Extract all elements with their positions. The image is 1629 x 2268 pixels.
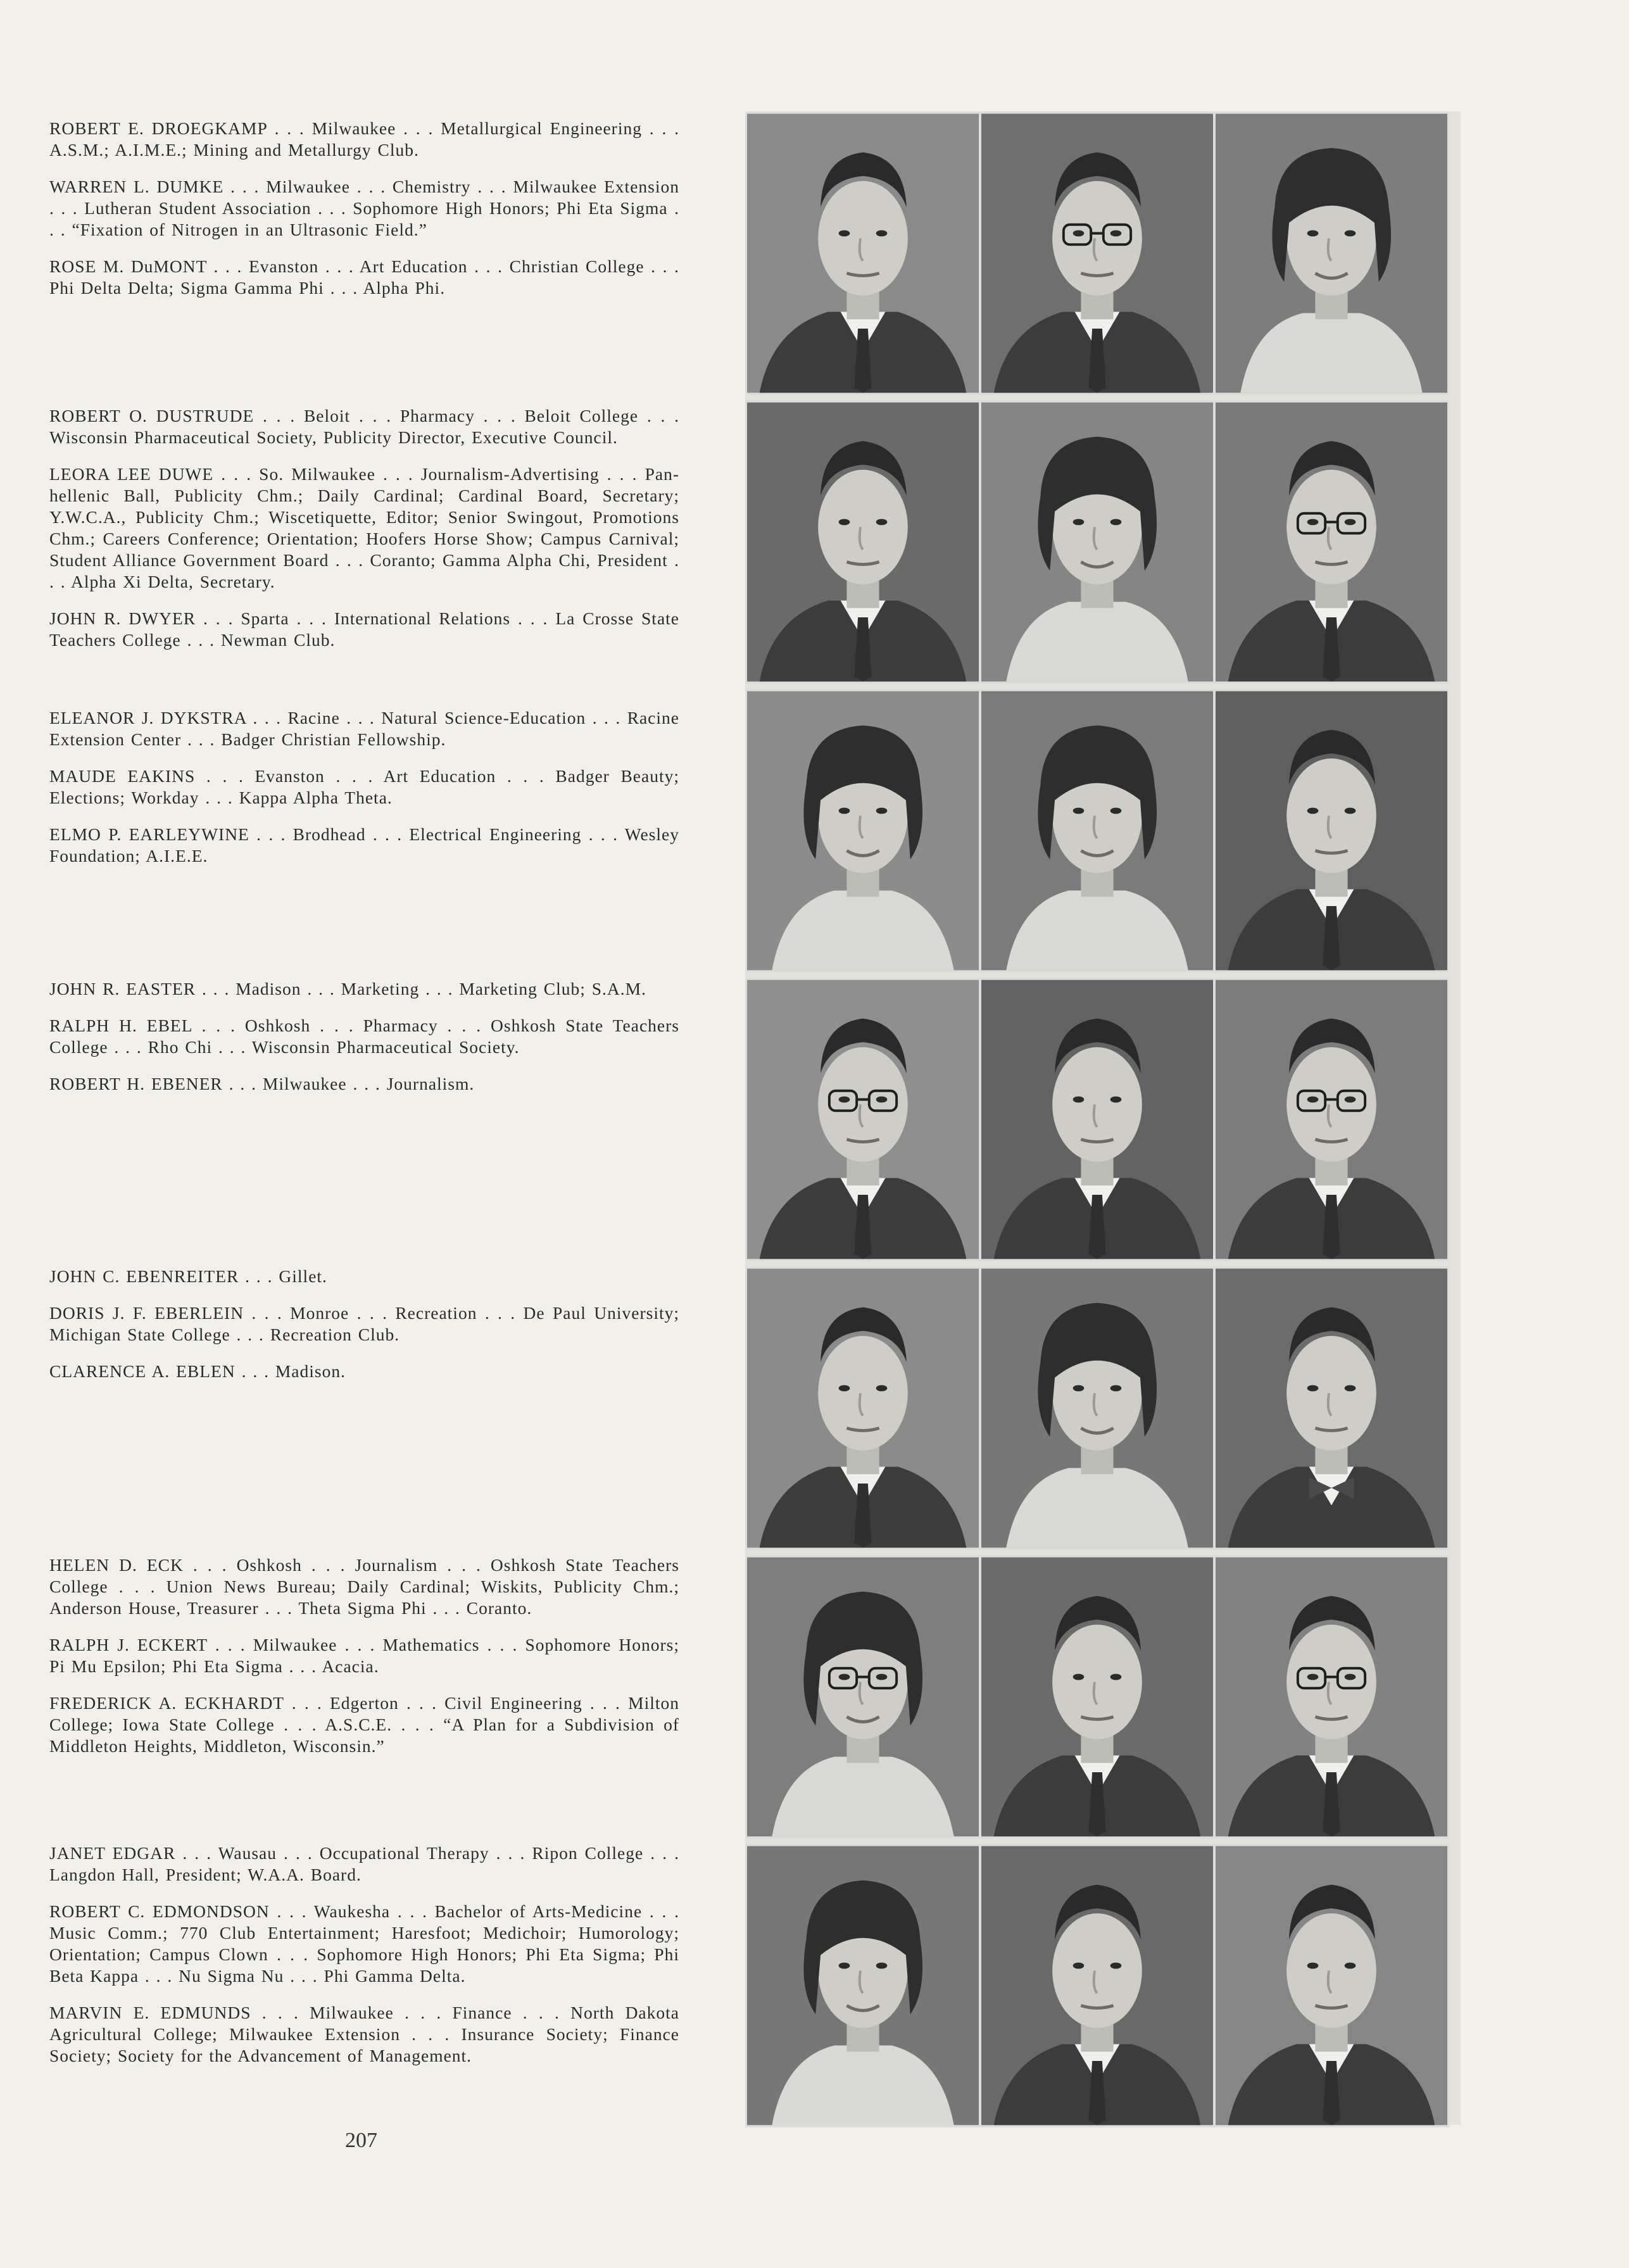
- portrait-photo: [1214, 400, 1449, 684]
- portrait-woman: [747, 691, 979, 971]
- biography-entry: WARREN L. DUMKE . . . Milwaukee . . . Chemistry . . . Milwaukee Extension . . . Lutheran Student Association . . . Sophomore High Honors; Phi Eta Sigma . . . “Fixation of Nitrogen in an Ultrasonic Field.”: [49, 177, 679, 239]
- portrait-man-glasses: [981, 113, 1213, 393]
- portrait-man: [981, 1846, 1213, 2126]
- portrait-photo: [979, 978, 1215, 1261]
- portrait-woman: [981, 691, 1213, 971]
- biography-entry: ROBERT C. EDMONDSON . . . Waukesha . . . Bachelor of Arts-Medicine . . . Music Comm.; 770 Club Entertainment; Haresfoot; Medichoir; Humorology; Orientation; Campus Clown . . . Sophomore High Honors; Phi Eta Sigma; Phi Beta Kappa . . . Nu Sigma Nu . . . Phi Gamma Delta.: [49, 1901, 679, 1986]
- portrait-photo: [1214, 978, 1449, 1261]
- biography-group: [49, 1843, 679, 2082]
- portrait-photo: [979, 400, 1215, 684]
- text-column: [49, 0, 679, 2268]
- portrait-photo: [979, 111, 1215, 395]
- biography-group: [49, 707, 679, 882]
- portrait-photo: [979, 1266, 1215, 1550]
- portrait-photo: [979, 1555, 1215, 1839]
- portrait-photo: [745, 400, 981, 684]
- portrait-man-bowtie: [1216, 1268, 1447, 1548]
- biography-group: [49, 1266, 679, 1397]
- portrait-photo: [1214, 111, 1449, 395]
- portrait-woman: [981, 1268, 1213, 1548]
- portrait-photo: [745, 111, 981, 395]
- portrait-photo: [1214, 1844, 1449, 2127]
- biography-entry: RALPH J. ECKERT . . . Milwaukee . . . Mathematics . . . Sophomore Honors; Pi Mu Epsilon; Phi Eta Sigma . . . Acacia.: [49, 1635, 679, 1676]
- biography-entry: RALPH H. EBEL . . . Oshkosh . . . Pharmacy . . . Oshkosh State Teachers College . . . Rho Chi . . . Wisconsin Pharmaceutical Society.: [49, 1016, 679, 1057]
- biography-entry: JOHN C. EBENREITER . . . Gillet.: [49, 1266, 327, 1286]
- biography-entry: LEORA LEE DUWE . . . So. Milwaukee . . . Journalism-Advertising . . . Pan-hellenic Ball, Publicity Chm.; Daily Cardinal; Cardinal Board, Secretary; Y.W.C.A., Publicity Chm.; Wiscetiquette, Editor; Senior Swingout, Promotions Chm.; Careers Conference; Orientation; Hoofers Horse Show; Campus Carnival; Student Alliance Government Board . . . Coranto; Gamma Alpha Chi, President . . . Alpha Xi Delta, Secretary.: [49, 464, 679, 591]
- biography-group: [49, 118, 679, 314]
- biography-entry: MARVIN E. EDMUNDS . . . Milwaukee . . . Finance . . . North Dakota Agricultural College; Milwaukee Extension . . . Insurance Society; Finance Society; Society for the Advancement of Management.: [49, 2003, 679, 2065]
- page-number: 207: [345, 2129, 377, 2152]
- portrait-photo: [1214, 1555, 1449, 1839]
- portrait-photo: [745, 1266, 981, 1550]
- biography-entry: FREDERICK A. ECKHARDT . . . Edgerton . . . Civil Engineering . . . Milton College; Iowa State College . . . A.S.C.E. . . . “A Plan for a Subdivision of Middleton Heights, Middleton, Wisconsin.”: [49, 1693, 679, 1756]
- portrait-photo: [979, 1844, 1215, 2127]
- biography-group: [49, 978, 679, 1110]
- biography-entry: ELEANOR J. DYKSTRA . . . Racine . . . Natural Science-Education . . . Racine Extension Center . . . Badger Christian Fellowship.: [49, 708, 679, 749]
- biography-entry: ROBERT O. DUSTRUDE . . . Beloit . . . Pharmacy . . . Beloit College . . . Wisconsin Pharmaceutical Society, Publicity Director, Executive Council.: [49, 406, 679, 447]
- portrait-woman: [747, 1846, 979, 2126]
- biography-entry: ROBERT E. DROEGKAMP . . . Milwaukee . . . Metallurgical Engineering . . . A.S.M.; A.I.M.E.; Mining and Metallurgy Club.: [49, 118, 679, 160]
- biography-entry: DORIS J. F. EBERLEIN . . . Monroe . . . Recreation . . . De Paul University; Michigan State College . . . Recreation Club.: [49, 1303, 679, 1344]
- portrait-man: [981, 1557, 1213, 1837]
- biography-entry: JOHN R. EASTER . . . Madison . . . Marketing . . . Marketing Club; S.A.M.: [49, 979, 646, 999]
- portrait-man: [747, 113, 979, 393]
- portrait-man: [747, 402, 979, 682]
- biography-entry: MAUDE EAKINS . . . Evanston . . . Art Education . . . Badger Beauty; Elections; Workday . . . Kappa Alpha Theta.: [49, 766, 679, 807]
- biography-entry: HELEN D. ECK . . . Oshkosh . . . Journalism . . . Oshkosh State Teachers College . . . Union News Bureau; Daily Cardinal; Wiskits, Publicity Chm.; Anderson House, Treasurer . . . Theta Sigma Phi . . . Coranto.: [49, 1555, 679, 1618]
- portrait-man: [981, 980, 1213, 1259]
- biography-group: [49, 1554, 679, 1772]
- portrait-man-glasses: [747, 980, 979, 1259]
- portrait-grid: [745, 111, 1461, 2125]
- portrait-photo: [745, 1555, 981, 1839]
- biography-entry: CLARENCE A. EBLEN . . . Madison.: [49, 1361, 346, 1381]
- biography-entry: JOHN R. DWYER . . . Sparta . . . International Relations . . . La Crosse State Teachers College . . . Newman Club.: [49, 608, 679, 650]
- portrait-woman: [981, 402, 1213, 682]
- portrait-man-glasses: [1216, 1557, 1447, 1837]
- portrait-man-glasses: [1216, 402, 1447, 682]
- portrait-man: [1216, 691, 1447, 971]
- biography-entry: ROSE M. DuMONT . . . Evanston . . . Art Education . . . Christian College . . . Phi Delta Delta; Sigma Gamma Phi . . . Alpha Phi.: [49, 256, 679, 298]
- biography-entry: ROBERT H. EBENER . . . Milwaukee . . . Journalism.: [49, 1074, 475, 1093]
- portrait-woman-glasses: [747, 1557, 979, 1837]
- biography-entry: JANET EDGAR . . . Wausau . . . Occupational Therapy . . . Ripon College . . . Langdon Hall, President; W.A.A. Board.: [49, 1843, 679, 1884]
- portrait-woman: [1216, 113, 1447, 393]
- portrait-man-glasses: [1216, 980, 1447, 1259]
- portrait-photo: [745, 689, 981, 973]
- portrait-man: [1216, 1846, 1447, 2126]
- portrait-photo: [745, 1844, 981, 2127]
- biography-entry: ELMO P. EARLEYWINE . . . Brodhead . . . Electrical Engineering . . . Wesley Foundation; A.I.E.E.: [49, 824, 679, 866]
- portrait-photo: [1214, 1266, 1449, 1550]
- portrait-photo: [979, 689, 1215, 973]
- portrait-photo: [745, 978, 981, 1261]
- portrait-photo: [1214, 689, 1449, 973]
- portrait-man: [747, 1268, 979, 1548]
- biography-group: [49, 405, 679, 666]
